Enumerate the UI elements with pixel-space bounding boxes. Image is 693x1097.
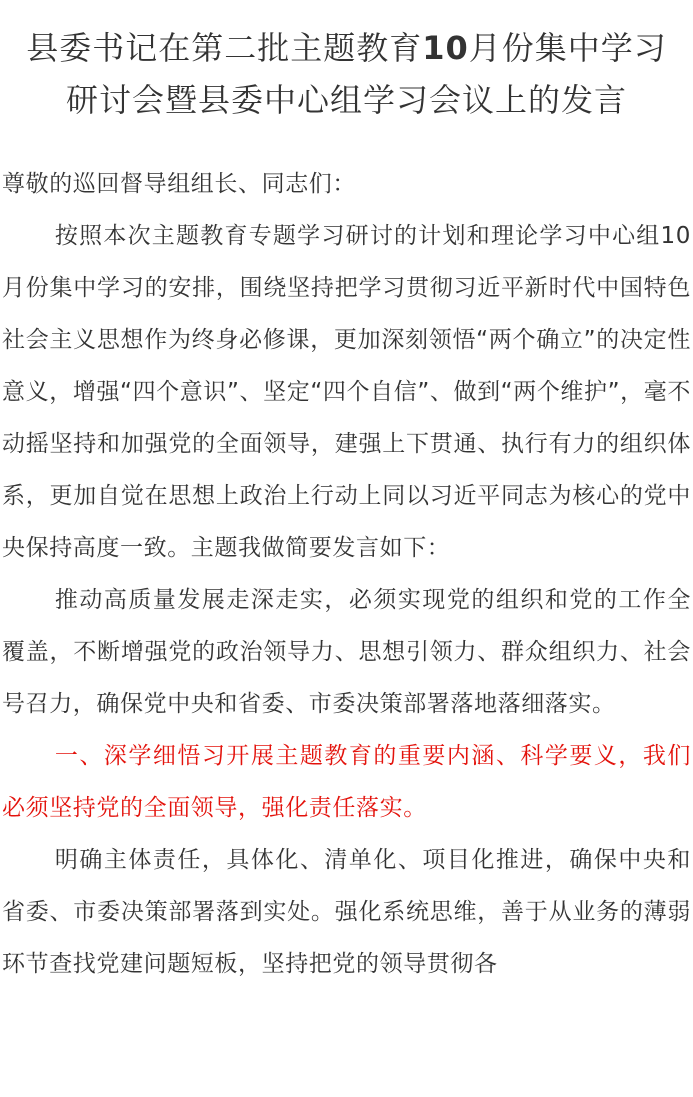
document-title: 县委书记在第二批主题教育10月份集中学习研讨会暨县委中心组学习会议上的发言 xyxy=(26,29,667,119)
document-body xyxy=(2,158,691,990)
salutation: 尊敬的巡回督导组组长、同志们： xyxy=(2,171,356,197)
paragraph-high-quality-development: 推动高质量发展走深走实，必须实现党的组织和党的工作全覆盖，不断增强党的政治领导力、思想引领力、群众组织力、社会号召力，确保党中央和省委、市委决策部署落地落细落实。 xyxy=(2,587,691,717)
paragraph-main-responsibility: 明确主体责任，具体化、清单化、项目化推进，确保中央和省委、市委决策部署落到实处。强化系统思维，善于从业务的薄弱环节查找党建问题短板，坚持把党的领导贯彻各 xyxy=(2,847,691,977)
section-heading-one: 一、深学细悟习开展主题教育的重要内涵、科学要义，我们必须坚持党的全面领导，强化责任落实。 xyxy=(2,743,691,821)
paragraph-intro: 按照本次主题教育专题学习研讨的计划和理论学习中心组10月份集中学习的安排，围绕坚持把学习贯彻习近平新时代中国特色社会主义思想作为终身必修课，更加深刻领悟“两个确立”的决定性意义，增强“四个意识”、坚定“四个自信”、做到“两个维护”，毫不动摇坚持和加强党的全面领导，建强上下贯通、执行有力的组织体系，更加自觉在思想上政治上行动上同以习近平同志为核心的党中央保持高度一致。主题我做简要发言如下： xyxy=(2,223,691,561)
